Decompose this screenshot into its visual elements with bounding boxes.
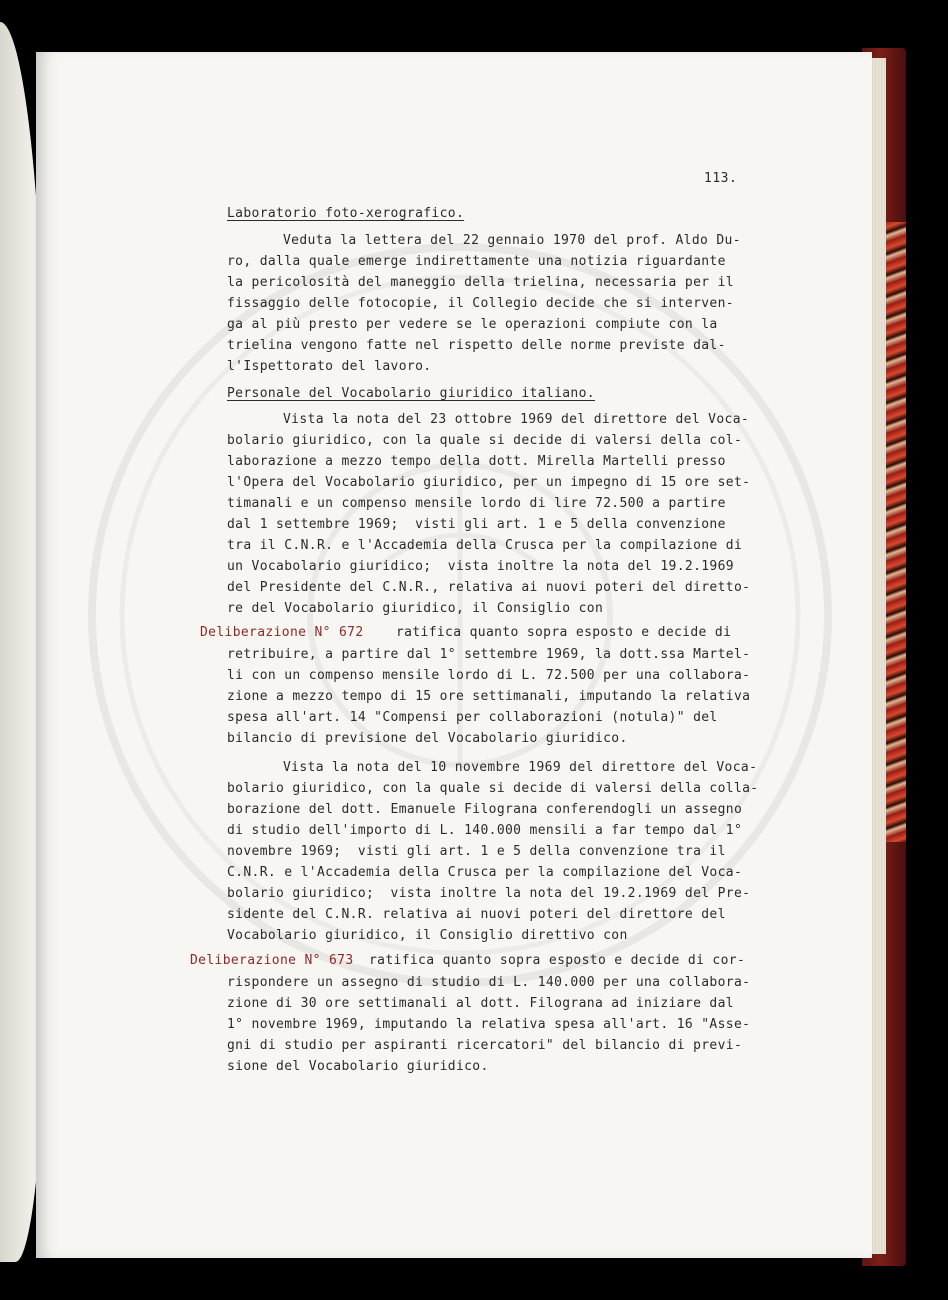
deliberation-text: zione di 30 ore settimanali al dott. Filograna ad iniziare dal [227,996,734,1011]
deliberation-label-673: Deliberazione N° 673 [190,953,354,968]
section-heading-laboratorio: Laboratorio foto-xerografico. [227,206,465,221]
body-line: di studio dell'importo di L. 140.000 mensili a far tempo dal 1° [227,823,743,838]
deliberation-text: zione a mezzo tempo di 15 ore settimanali, imputando la relativa [227,689,751,704]
body-line: bolario giuridico; vista inoltre la nota del 19.2.1969 del Pre- [227,886,751,901]
deliberation-text: bilancio di previsione del Vocabolario giuridico. [227,731,628,746]
body-line: Vista la nota del 10 novembre 1969 del direttore del Voca- [283,760,758,775]
deliberation-text: rispondere un assegno di studio di L. 140.000 per una collabora- [227,975,751,990]
body-line: trielina vengono fatte nel rispetto delle norme previste dal- [227,338,726,353]
body-line: ga al più presto per vedere se le operazioni compiute con la [227,317,718,332]
body-line: Veduta la lettera del 22 gennaio 1970 del prof. Aldo Du- [283,233,741,248]
body-line: del Presidente del C.N.R., relativa ai nuovi poteri del diretto- [227,580,751,595]
body-line: tra il C.N.R. e l'Accademia della Crusca per la compilazione di [227,538,743,553]
body-line: la pericolosità del maneggio della trielina, necessaria per il [227,275,734,290]
deliberation-text: ratifica quanto sopra esposto e decide di [396,625,732,640]
deliberation-text: spesa all'art. 14 "Compensi per collaborazioni (notula)" del [227,710,718,725]
marbled-edge [884,222,906,842]
body-line: C.N.R. e l'Accademia della Crusca per la compilazione del Voca- [227,865,743,880]
section-heading-personale: Personale del Vocabolario giuridico italiano. [227,386,595,401]
body-line: novembre 1969; visti gli art. 1 e 5 della convenzione tra il [227,844,726,859]
body-line: ro, dalla quale emerge indirettamente una notizia riguardante [227,254,726,269]
deliberation-text: gni di studio per aspiranti ricercatori" del bilancio di previ- [227,1038,743,1053]
body-line: fissaggio delle fotocopie, il Collegio decide che si interven- [227,296,734,311]
body-line: dal 1 settembre 1969; visti gli art. 1 e 5 della convenzione [227,517,726,532]
body-line: l'Ispettorato del lavoro. [227,359,432,374]
deliberation-text: sione del Vocabolario giuridico. [227,1059,489,1074]
deliberation-text: retribuire, a partire dal 1° settembre 1969, la dott.ssa Martel- [227,647,751,662]
deliberation-text: 1° novembre 1969, imputando la relativa spesa all'art. 16 "Asse- [227,1017,751,1032]
body-line: bolario giuridico, con la quale si decide di valersi della colla- [227,781,759,796]
body-line: timanali e un compenso mensile lordo di lire 72.500 a partire [227,496,726,511]
deliberation-label-672: Deliberazione N° 672 [200,625,364,640]
body-line: Vista la nota del 23 ottobre 1969 del direttore del Voca- [283,412,750,427]
body-line: re del Vocabolario giuridico, il Consiglio con [227,601,604,616]
body-line: laborazione a mezzo tempo della dott. Mirella Martelli presso [227,454,726,469]
deliberation-text: li con un compenso mensile lordo di L. 72.500 per una collabora- [227,668,751,683]
body-line: bolario giuridico, con la quale si decide di valersi della col- [227,433,743,448]
body-line: l'Opera del Vocabolario giuridico, per un impegno di 15 ore set- [227,475,751,490]
body-line: borazione del dott. Emanuele Filograna conferendogli un assegno [227,802,743,817]
body-line: sidente del C.N.R. relativa ai nuovi poteri del direttore del [227,907,726,922]
deliberation-text: ratifica quanto sopra esposto e decide di cor- [369,953,746,968]
body-line: Vocabolario giuridico, il Consiglio direttivo con [227,928,628,943]
page-number: 113. [704,171,738,186]
body-line: un Vocabolario giuridico; vista inoltre la nota del 19.2.1969 [227,559,734,574]
